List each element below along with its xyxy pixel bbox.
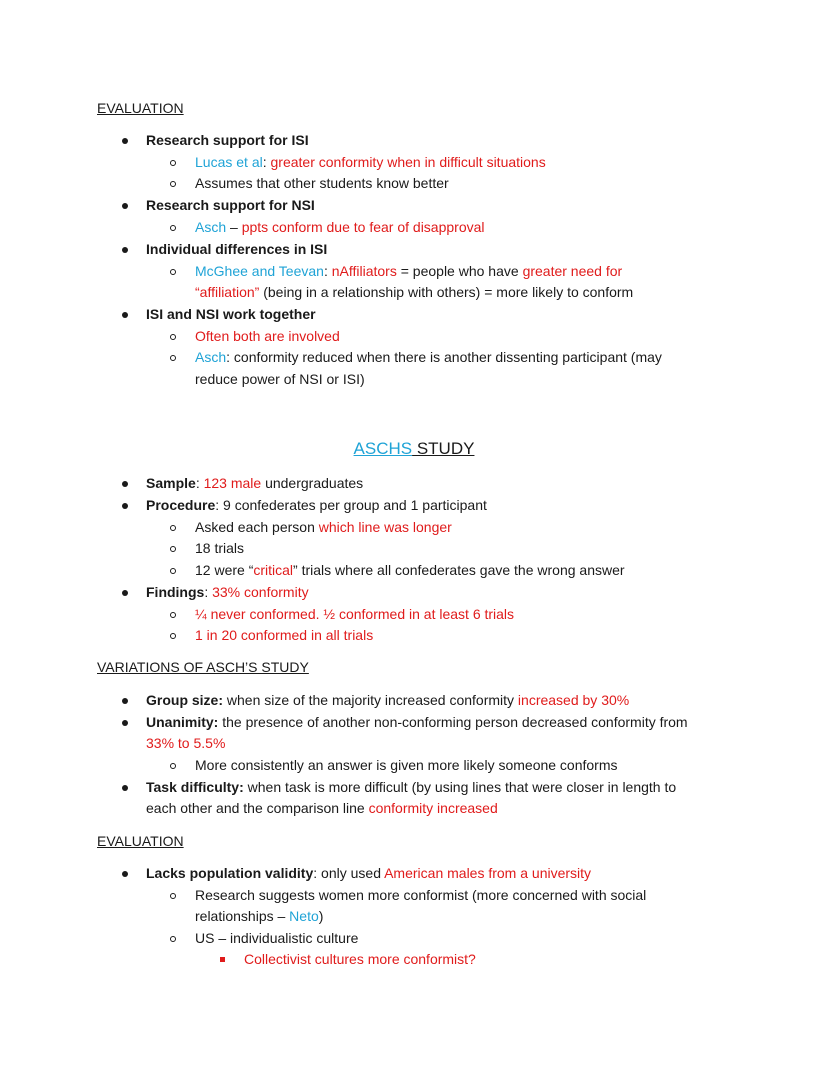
asch-title-colored: ASCHS (353, 439, 413, 458)
assumes-item: Assumes that other students know better (195, 175, 449, 191)
sample-rest: undergraduates (261, 475, 364, 491)
us-culture-item: US – individualistic culture (195, 930, 359, 946)
unanimity-label: Unanimity: (146, 714, 219, 730)
sub-bullet (170, 525, 176, 531)
group-red: increased by 30% (517, 692, 630, 708)
asked-item (195, 517, 452, 539)
sub-bullet (170, 763, 176, 769)
collectivist-item: Collectivist cultures more conformist? (244, 951, 476, 967)
research-item: Research suggests women more conformist (more concerned with social (195, 887, 647, 903)
asked-text: Asked each person (195, 519, 319, 535)
sub-bullet (170, 893, 176, 899)
findings-item (146, 582, 309, 604)
bullet (122, 698, 128, 704)
asch-dissent-item (195, 347, 662, 369)
evaluation-heading-2: EVALUATION (97, 833, 184, 849)
trials-item: 18 trials (195, 540, 245, 556)
mcghee-item (195, 261, 622, 283)
sub-bullet (170, 334, 176, 340)
sub-bullet (170, 181, 176, 187)
asch-dash: – (226, 219, 242, 235)
task-difficulty-cont (146, 798, 498, 820)
asch2-text-a: : conformity reduced when there is another dissenting participant (may (226, 349, 662, 365)
bullet (122, 138, 128, 144)
sample-colon: : (195, 475, 204, 491)
sub-bullet (170, 568, 176, 574)
asch2-name: Asch (195, 349, 227, 365)
sub-bullet (170, 160, 176, 166)
affiliation-rest: (being in a relationship with others) = more likely to conform (259, 284, 634, 300)
often-both-item: Often both are involved (195, 328, 340, 344)
critical-word: critical (253, 562, 294, 578)
neto: Neto (289, 908, 319, 924)
lucas-item (195, 152, 546, 174)
unanimity-red: 33% to 5.5% (146, 735, 226, 751)
task-red: conformity increased (368, 800, 498, 816)
bullet (122, 720, 128, 726)
sample-item (146, 473, 363, 495)
asch-study-title (0, 439, 828, 459)
task-label: Task difficulty: (146, 779, 244, 795)
affiliation-word: “affiliation” (195, 284, 260, 300)
sub-bullet (170, 269, 176, 275)
individual-differences-item: Individual differences in ISI (146, 241, 328, 257)
bullet (122, 785, 128, 791)
findings-colon: : (204, 584, 213, 600)
task-difficulty-item (146, 777, 676, 799)
sample-label: Sample (146, 475, 196, 491)
bullet (122, 312, 128, 318)
task-text-a: when task is more difficult (by using lines that were closer in length to (243, 779, 677, 795)
sub-bullet (170, 225, 176, 231)
greater-need: greater need for (522, 263, 623, 279)
mcghee-colon: : (323, 263, 332, 279)
work-together-item: ISI and NSI work together (146, 306, 316, 322)
bullet (122, 203, 128, 209)
asch-name: Asch (195, 219, 227, 235)
evaluation-heading-1: EVALUATION (97, 100, 184, 116)
lacks-label: Lacks population validity (146, 865, 314, 881)
bullet (122, 871, 128, 877)
bullet (122, 481, 128, 487)
sub-bullet (170, 936, 176, 942)
group-size-item (146, 690, 629, 712)
mcghee-item-cont (195, 282, 633, 304)
procedure-text: : 9 confederates per group and 1 participant (215, 497, 487, 513)
never-conformed-item: ¼ never conformed. ½ conformed in at least 6 trials (195, 606, 515, 622)
lacks-text: : only used (313, 865, 385, 881)
asch-dissent-item-cont: reduce power of NSI or ISI) (195, 371, 365, 387)
sub-bullet (170, 612, 176, 618)
findings-label: Findings (146, 584, 205, 600)
group-text: when size of the majority increased conformity (223, 692, 518, 708)
asked-red: which line was longer (318, 519, 452, 535)
population-validity-item (146, 863, 591, 885)
naff-eq: = people who have (396, 263, 523, 279)
lucas-colon: : (262, 154, 271, 170)
bullet (122, 590, 128, 596)
research-close: ) (318, 908, 324, 924)
task-text-b: each other and the comparison line (146, 800, 369, 816)
lucas-text: greater conformity when in difficult situations (270, 154, 546, 170)
procedure-label: Procedure (146, 497, 216, 513)
bullet (122, 247, 128, 253)
twelve-b: ” trials where all confederates gave the wrong answer (293, 562, 625, 578)
sub-bullet (170, 355, 176, 361)
research-item-cont (195, 906, 323, 928)
asch-fear-text: ppts conform due to fear of disapproval (241, 219, 485, 235)
variations-heading: VARIATIONS OF ASCH’S STUDY (97, 659, 309, 675)
one-in-20-item: 1 in 20 conformed in all trials (195, 627, 374, 643)
findings-red: 33% conformity (212, 584, 309, 600)
procedure-item (146, 495, 487, 517)
square-bullet (220, 957, 225, 962)
unanimity-item (146, 712, 688, 734)
nsi-support-item: Research support for NSI (146, 197, 315, 213)
naffiliators: nAffiliators (331, 263, 397, 279)
asch-fear-item (195, 217, 485, 239)
asch-title-rest: STUDY (412, 439, 475, 458)
consistent-item: More consistently an answer is given more likely someone conforms (195, 757, 618, 773)
lacks-red: American males from a university (384, 865, 592, 881)
isi-support-item: Research support for ISI (146, 132, 309, 148)
mcghee-name: McGhee and Teevan (195, 263, 324, 279)
group-label: Group size: (146, 692, 224, 708)
unanimity-text: the presence of another non-conforming person decreased conformity from (218, 714, 688, 730)
lucas-name: Lucas et al (195, 154, 263, 170)
bullet (122, 503, 128, 509)
sample-red: 123 male (203, 475, 262, 491)
critical-item (195, 560, 625, 582)
sub-bullet (170, 546, 176, 552)
sub-bullet (170, 633, 176, 639)
research-b: relationships – (195, 908, 290, 924)
twelve-a: 12 were “ (195, 562, 254, 578)
